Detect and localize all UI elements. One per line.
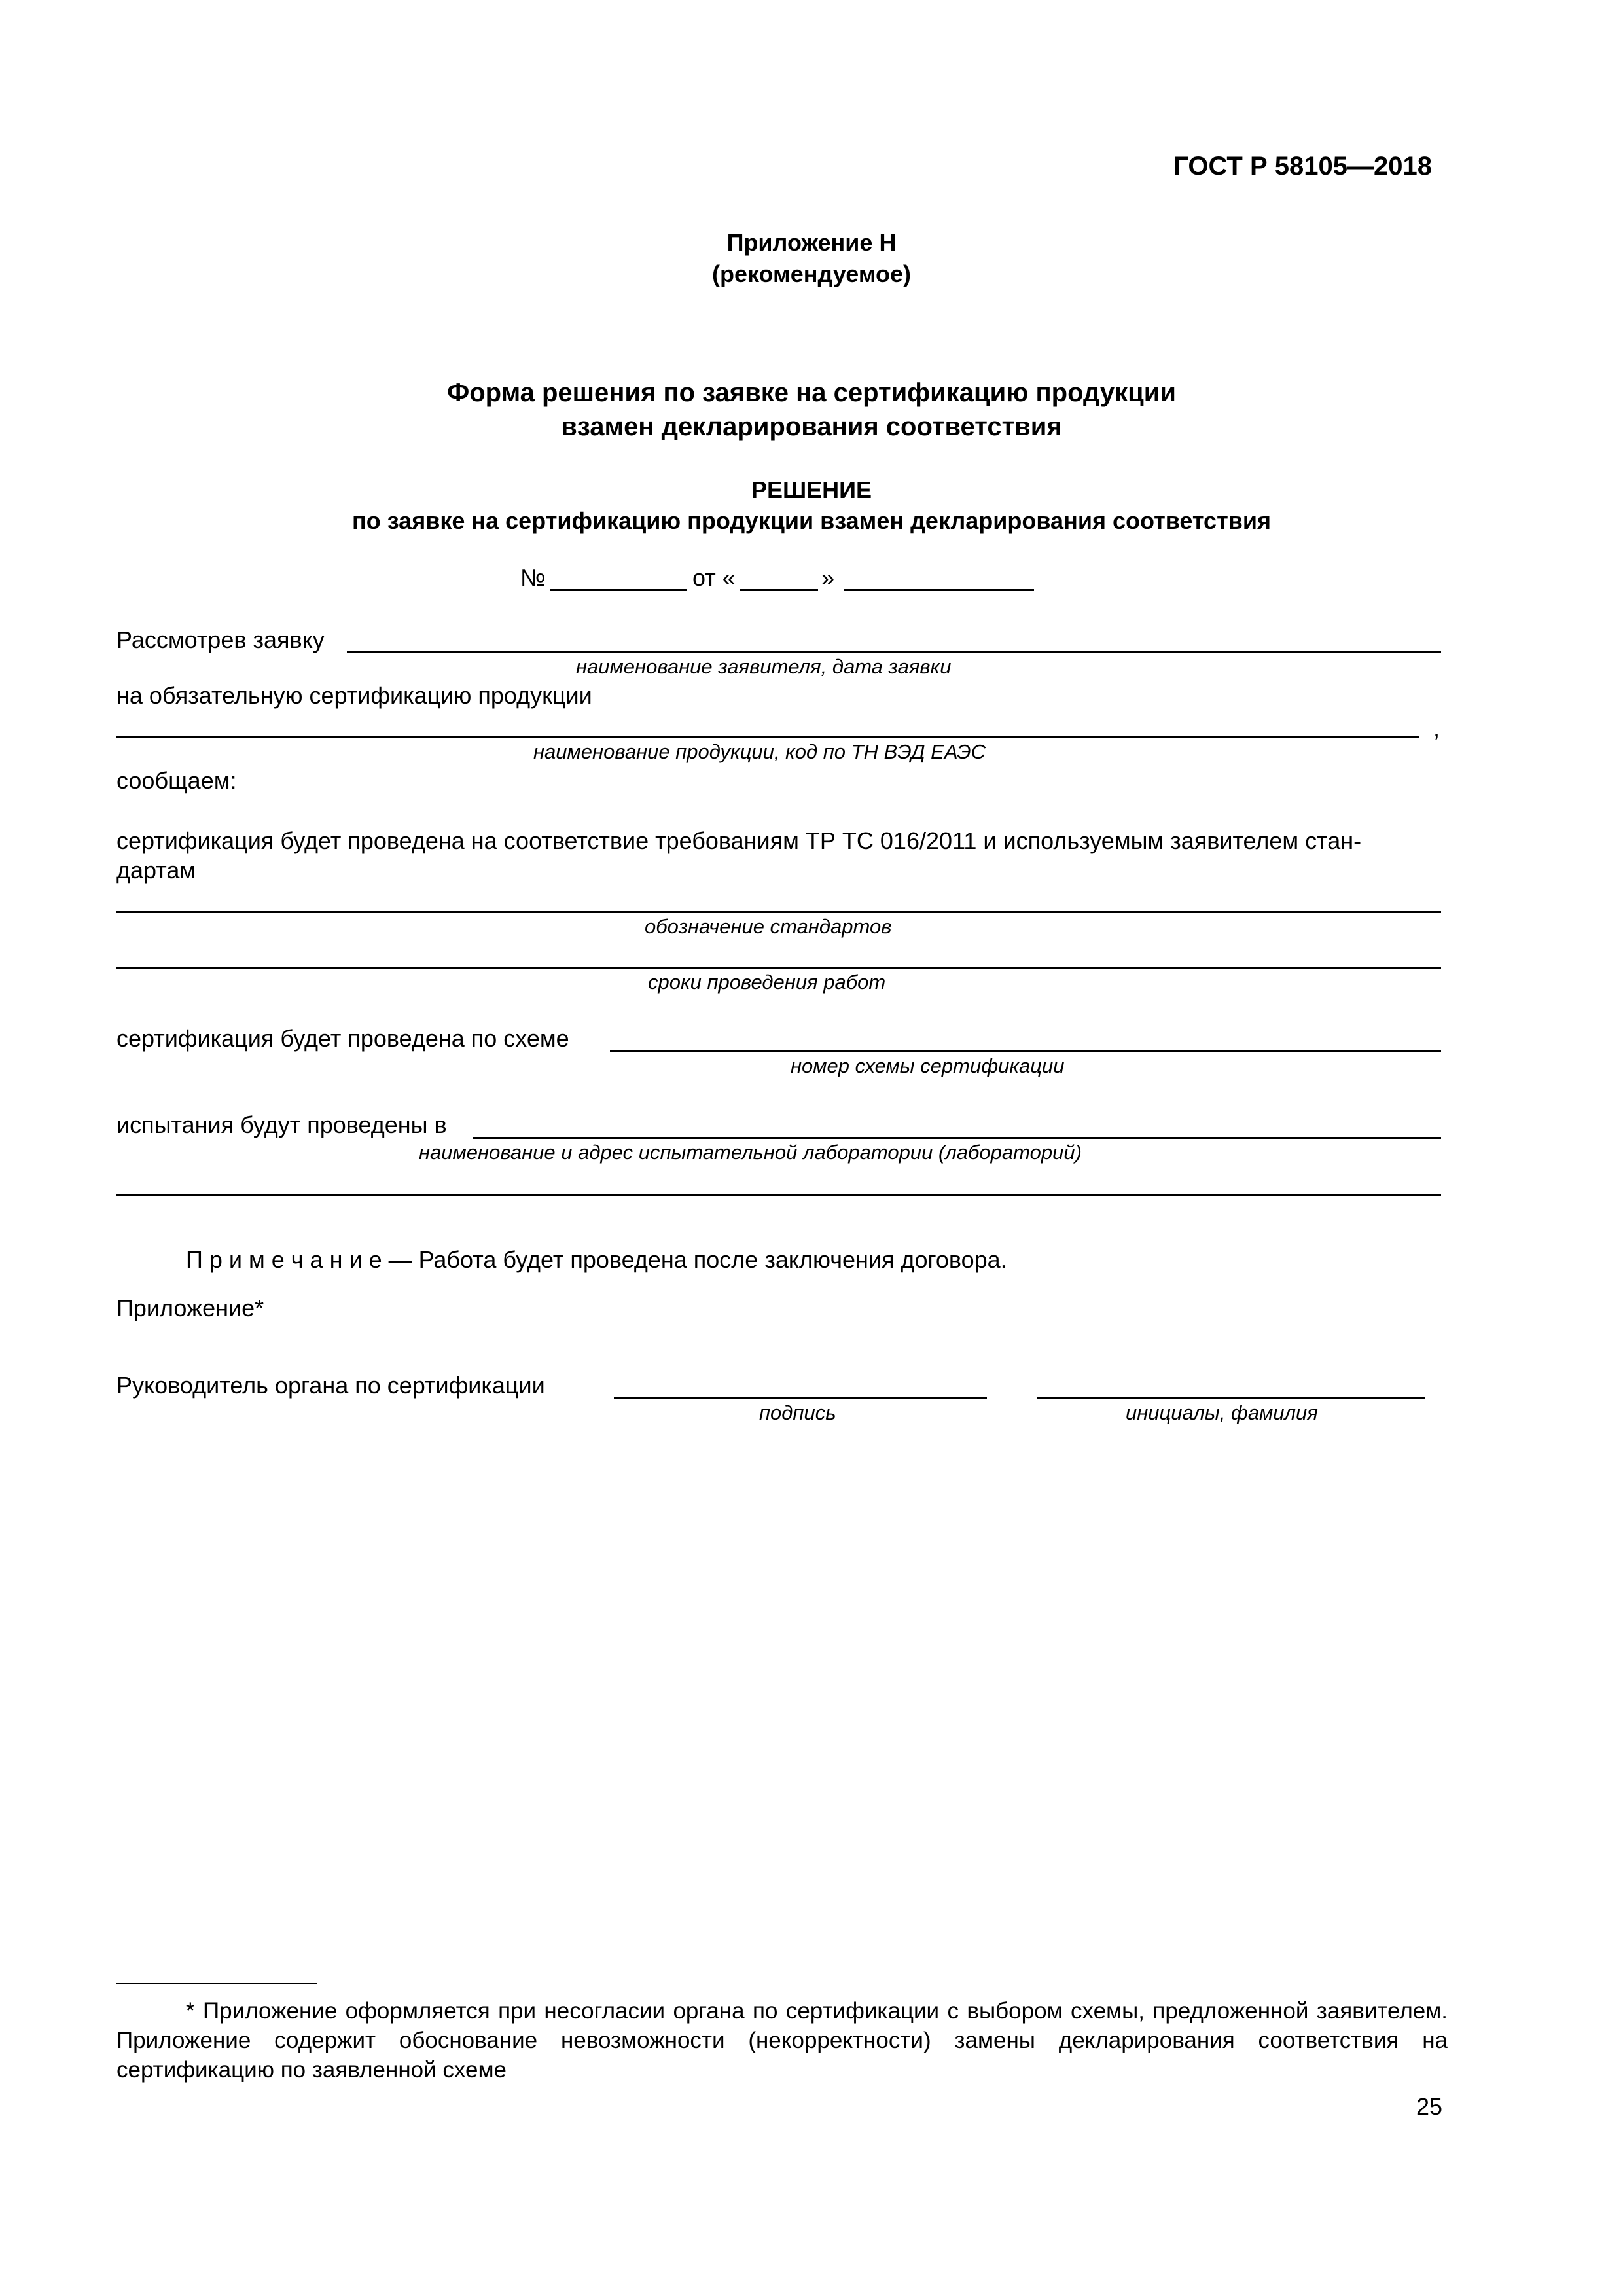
footnote-separator — [116, 1983, 317, 1984]
standards-hint: обозначение стандартов — [645, 915, 892, 938]
terms-hint: сроки проведения работ — [648, 971, 886, 994]
terms-field[interactable] — [116, 967, 1441, 969]
laboratory-hint: наименование и адрес испытательной лаборатории (лабораторий) — [419, 1141, 1082, 1164]
name-hint: инициалы, фамилия — [1126, 1401, 1318, 1424]
decision-month-year-field[interactable] — [844, 589, 1034, 591]
applicant-hint: наименование заявителя, дата заявки — [576, 655, 952, 678]
laboratory-field[interactable] — [473, 1137, 1441, 1139]
decision-number-label: № — [520, 564, 546, 591]
tests-label: испытания будут проведены в — [116, 1111, 447, 1138]
head-of-body-label: Руководитель органа по сертификации — [116, 1372, 545, 1399]
document-code: ГОСТ Р 58105—2018 — [1173, 152, 1432, 181]
form-title-line1: Форма решения по заявке на сертификацию продукции — [447, 378, 1176, 407]
appendix-title: Приложение Н — [726, 229, 897, 256]
mandatory-certification-label: на обязательную сертификацию продукции — [116, 682, 592, 709]
scheme-hint: номер схемы сертификации — [791, 1054, 1065, 1077]
standards-field[interactable] — [116, 911, 1441, 913]
considered-application-label: Рассмотрев заявку — [116, 626, 325, 653]
decision-heading: РЕШЕНИЕ — [751, 476, 872, 503]
attachment-label: Приложение* — [116, 1295, 264, 1321]
name-field[interactable] — [1037, 1397, 1425, 1399]
signature-hint: подпись — [759, 1401, 836, 1424]
decision-number-field[interactable] — [550, 589, 687, 591]
product-field[interactable] — [116, 736, 1419, 738]
appendix-status: (рекомендуемое) — [712, 260, 911, 287]
laboratory-field-continued[interactable] — [116, 1194, 1441, 1196]
scheme-label: сертификация будет проведена по схеме — [116, 1025, 569, 1052]
note-text: — Работа будет проведена после заключения договора. — [382, 1246, 1007, 1273]
requirements-text-continued: дартам — [116, 857, 196, 884]
note-label: П р и м е ч а н и е — [186, 1246, 382, 1273]
product-field-comma: , — [1433, 715, 1440, 742]
scheme-field[interactable] — [610, 1050, 1441, 1052]
product-hint: наименование продукции, код по ТН ВЭД ЕАЭС — [533, 740, 986, 763]
decision-subheading: по заявке на сертификацию продукции взамен декларирования соответствия — [352, 507, 1271, 534]
inform-label: сообщаем: — [116, 767, 237, 794]
signature-field[interactable] — [614, 1397, 987, 1399]
decision-date-close-label: » — [821, 564, 835, 591]
page-number: 25 — [1416, 2093, 1442, 2120]
requirements-text: сертификация будет проведена на соответствие требованиям ТР ТС 016/2011 и используемым заявителем стан- — [116, 827, 1362, 854]
footnote: * Приложение оформляется при несогласии органа по сертификации с выбором схемы, предложенной заявителем. Приложение содержит обоснование невозможности (некорректности) замены декларирования соответствия на сертификацию по заявленной схеме — [116, 1998, 1448, 2083]
decision-day-field[interactable] — [740, 589, 818, 591]
applicant-field[interactable] — [347, 651, 1441, 653]
decision-date-from-label: от « — [692, 564, 736, 591]
form-title-line2: взамен декларирования соответствия — [561, 412, 1062, 441]
note — [186, 1246, 1007, 1274]
